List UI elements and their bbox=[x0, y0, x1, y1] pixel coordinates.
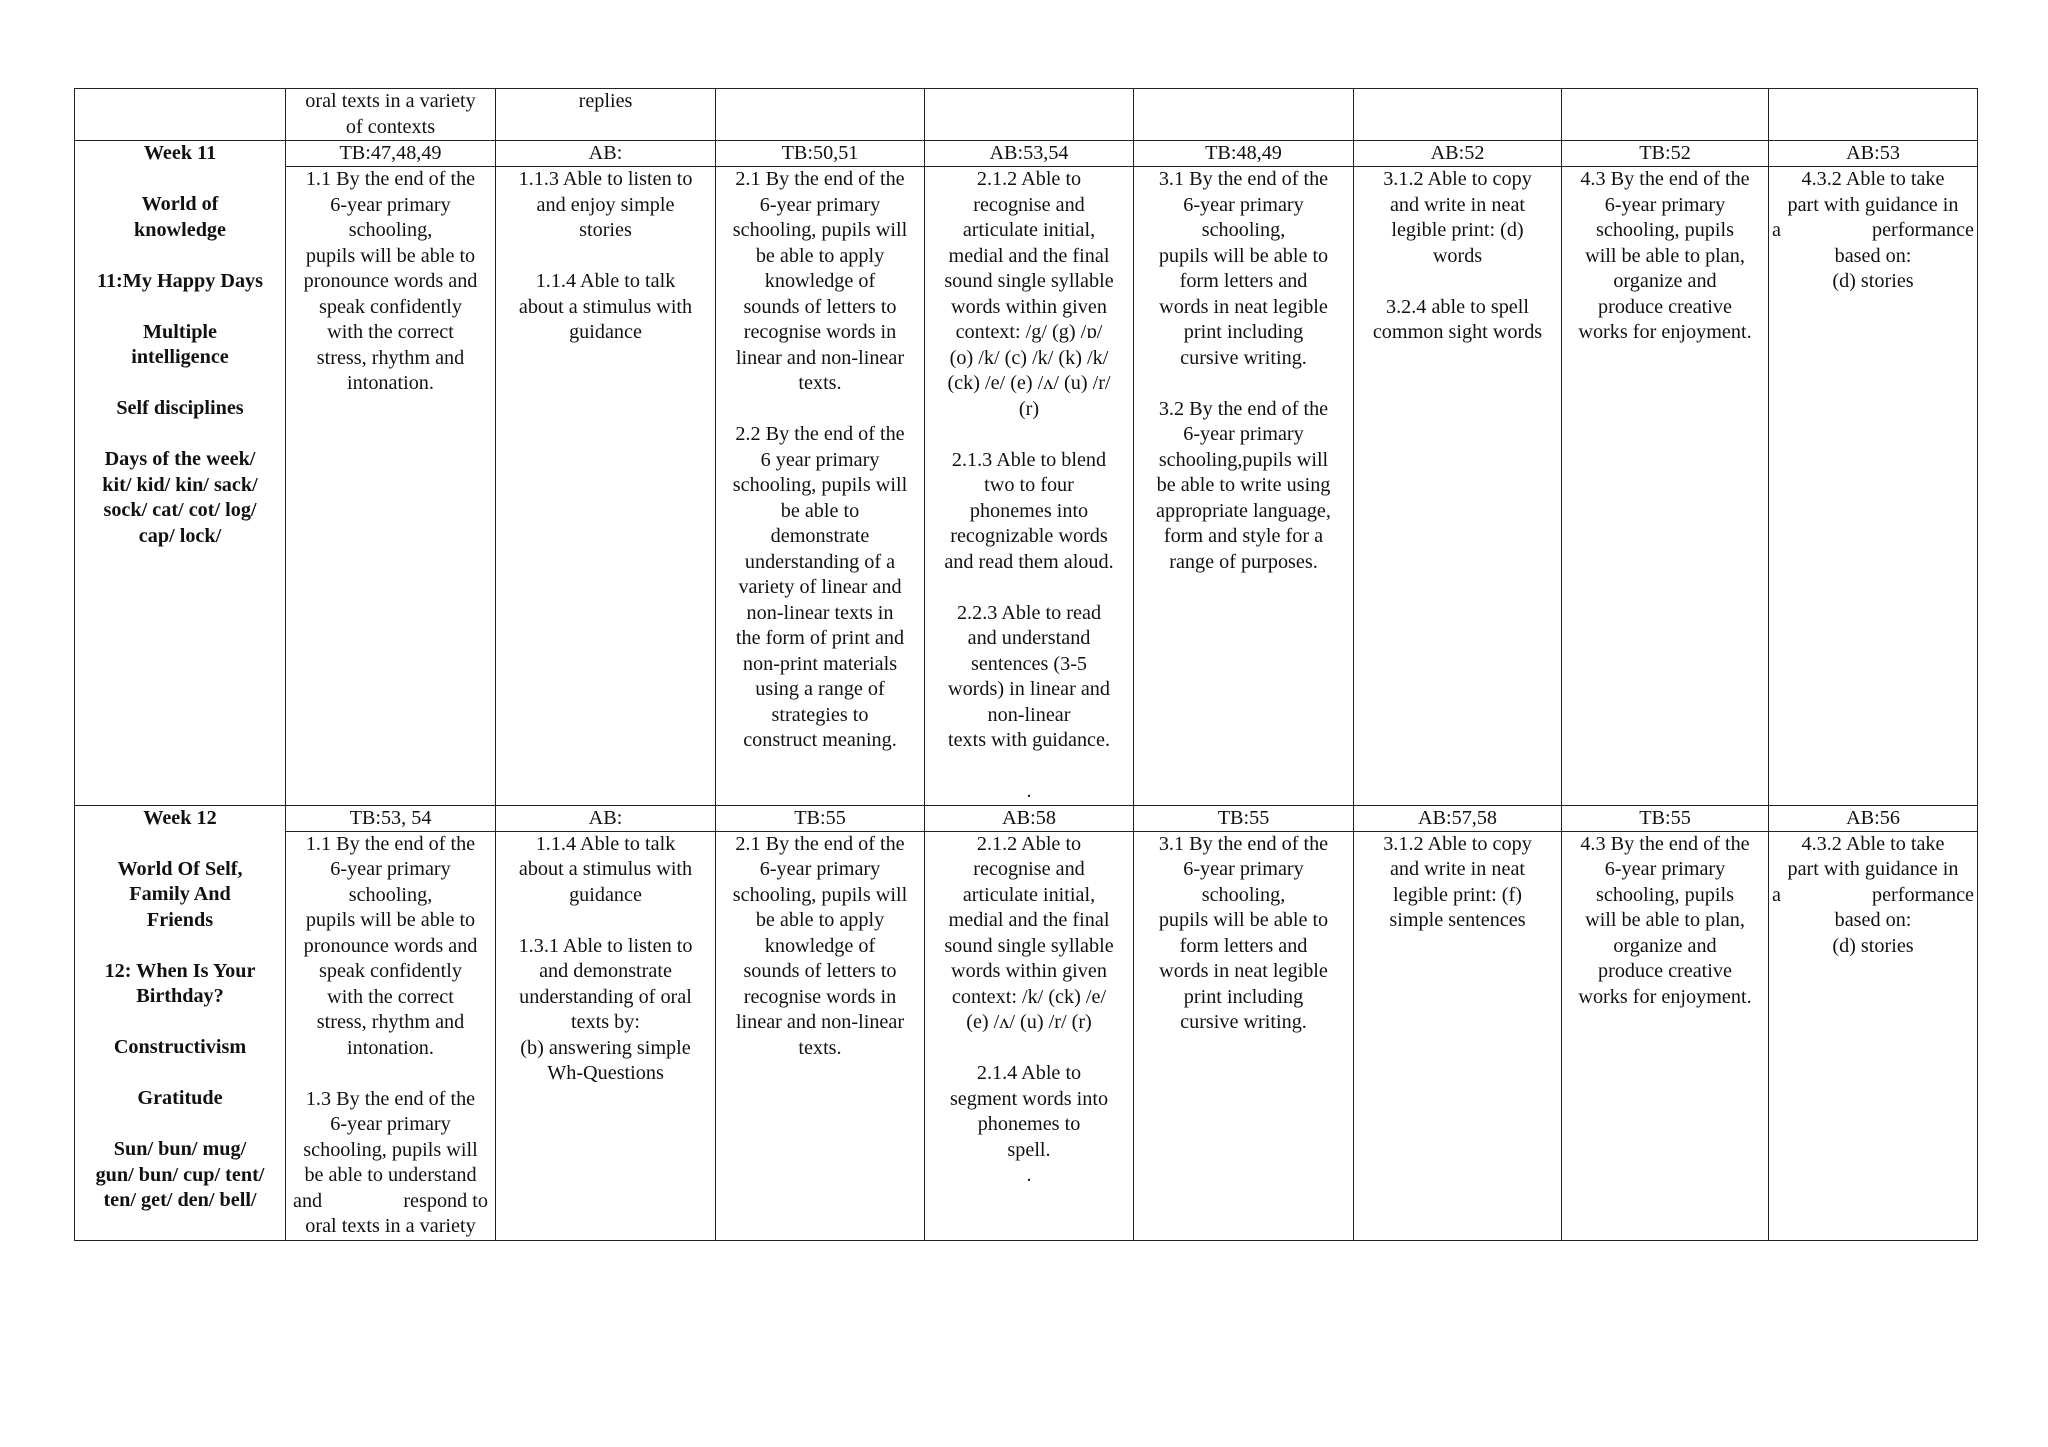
week-label: Week 12 bbox=[143, 806, 217, 829]
learning-standard-word: performance bbox=[1872, 219, 1974, 241]
language-arts-learning-standard-cell bbox=[1769, 167, 1978, 806]
learning-standard-text: 1.1.4 Able to talk about a stimulus with guidance bbox=[518, 270, 693, 343]
textbook-ref: TB:47,48,49 bbox=[286, 141, 496, 167]
learning-standard-text: 3.2.4 able to spell common sight words bbox=[1372, 295, 1543, 343]
content-standard-text: 1.3 By the end of the 6-year primary schooling, pupils will be able to understand bbox=[303, 1087, 478, 1186]
carry-over-row bbox=[75, 89, 1978, 141]
week11-content-row bbox=[75, 167, 1978, 806]
learning-standard-line: 4.3.2 Able to take bbox=[1801, 832, 1945, 855]
carry-empty-cell bbox=[716, 89, 925, 141]
learning-standard-word: a bbox=[1772, 883, 1781, 906]
scheme-of-work-page bbox=[74, 88, 1977, 1241]
moral-value: Self disciplines bbox=[116, 397, 244, 419]
language-arts-content-standard-cell bbox=[1562, 831, 1769, 1240]
learning-standard-text: 3.1.2 Able to copy and write in neat legible print: (f) simple sentences bbox=[1383, 832, 1532, 931]
learning-standard-line: part with guidance in bbox=[1787, 193, 1959, 216]
language-arts-content-standard-cell bbox=[1562, 167, 1769, 806]
textbook-ref: TB:53, 54 bbox=[286, 805, 496, 831]
week12-content-row bbox=[75, 831, 1978, 1240]
carry-empty-cell bbox=[1562, 89, 1769, 141]
learning-standard-word: performance bbox=[1872, 883, 1974, 906]
content-standard-text: 2.1 By the end of the 6-year primary schooling, pupils will be able to apply knowledge of sounds of letters to recognise words in linear and non-linear texts. bbox=[732, 168, 908, 394]
content-standard-text: 4.3 By the end of the 6-year primary schooling, pupils will be able to plan, organize and produce creative works for enjoyment. bbox=[1578, 168, 1752, 343]
activity-book-ref: AB: bbox=[496, 141, 716, 167]
reading-learning-standard-cell bbox=[925, 831, 1134, 1240]
writing-learning-standard-cell bbox=[1354, 167, 1562, 806]
textbook-ref: TB:50,51 bbox=[716, 141, 925, 167]
theme-label: World Of Self, Family And Friends bbox=[117, 857, 243, 931]
theme-label: World of knowledge bbox=[134, 193, 226, 241]
learning-standard-text: 2.1.2 Able to recognise and articulate initial, medial and the final sound single syllable words within given context: /k/ (ck) /e/ (e) /ʌ/ (u) /r/ (r) bbox=[944, 832, 1114, 1033]
listening-content-standard-cell bbox=[286, 167, 496, 806]
week11-reference-row bbox=[75, 141, 1978, 167]
unit-title: 12: When Is Your Birthday? bbox=[104, 959, 256, 1007]
carry-week-cell bbox=[75, 89, 286, 141]
writing-content-standard-cell bbox=[1134, 167, 1354, 806]
listening-learning-standard-cell bbox=[496, 831, 716, 1240]
learning-standard-text: 1.3.1 Able to listen to and demonstrate understanding of oral texts by: (b) answering simple Wh-Questions bbox=[518, 934, 693, 1084]
activity-book-ref: AB:52 bbox=[1354, 141, 1562, 167]
activity-book-ref: AB:53 bbox=[1769, 141, 1978, 167]
vocabulary-list: Sun/ bun/ mug/ gun/ bun/ cup/ tent/ ten/ get/ den/ bell/ bbox=[95, 1138, 265, 1211]
learning-standard-line: based on: bbox=[1834, 244, 1912, 267]
content-standard-text: 3.2 By the end of the 6-year primary schooling,pupils will be able to write using appropriate language, form and style for a range of purposes. bbox=[1156, 397, 1331, 573]
cross-curricular-element: Constructivism bbox=[113, 1036, 247, 1058]
carry-empty-cell bbox=[925, 89, 1134, 141]
learning-standard-text: 1.1.4 Able to talk about a stimulus with guidance bbox=[518, 832, 693, 906]
activity-book-ref: AB:58 bbox=[925, 805, 1134, 831]
content-standard-line: oral texts in a variety bbox=[305, 1215, 476, 1237]
learning-standard-text: 1.1.3 Able to listen to and enjoy simple stories bbox=[518, 168, 693, 241]
learning-standard-line: (d) stories bbox=[1832, 934, 1914, 957]
learning-standard-line: (d) stories bbox=[1832, 270, 1914, 292]
activity-book-ref: AB:57,58 bbox=[1354, 805, 1562, 831]
content-standard-text: 4.3 By the end of the 6-year primary schooling, pupils will be able to plan, organize and produce creative works for enjoyment. bbox=[1578, 832, 1752, 1008]
content-standard-text: 3.1 By the end of the 6-year primary schooling, pupils will be able to form letters and words in neat legible print including cursive writing. bbox=[1158, 832, 1329, 1033]
learning-standard-text: 2.1.3 Able to blend two to four phonemes into recognizable words and read them aloud. bbox=[944, 448, 1114, 573]
content-standard-text: 3.1 By the end of the 6-year primary schooling, pupils will be able to form letters and words in neat legible print including cursive writing. bbox=[1158, 168, 1329, 369]
week-label: Week 11 bbox=[143, 142, 217, 164]
learning-standard-text: 2.1.4 Able to segment words into phonemes to spell. . bbox=[949, 1062, 1109, 1186]
week12-topic-cell bbox=[75, 805, 286, 1240]
writing-learning-standard-cell bbox=[1354, 831, 1562, 1240]
textbook-ref: TB:55 bbox=[716, 805, 925, 831]
listening-content-standard-cell bbox=[286, 831, 496, 1240]
textbook-ref: TB:52 bbox=[1562, 141, 1769, 167]
moral-value: Gratitude bbox=[137, 1087, 223, 1109]
content-standard-text: 1.1 By the end of the 6-year primary schooling, pupils will be able to pronounce words and speak confidently with the correct stress, rhythm and intonation. bbox=[303, 168, 478, 394]
cross-curricular-element: Multiple intelligence bbox=[131, 320, 229, 368]
content-standard-text: 2.1 By the end of the 6-year primary schooling, pupils will be able to apply knowledge of sounds of letters to recognise words in linear and non-linear texts. bbox=[732, 832, 908, 1059]
listening-learning-standard-cell bbox=[496, 167, 716, 806]
vocabulary-list: Days of the week/ kit/ kid/ kin/ sack/ sock/ cat/ cot/ log/ cap/ lock/ bbox=[102, 448, 258, 547]
carry-content-standard-cell bbox=[286, 89, 496, 141]
content-standard-text: 1.1 By the end of the 6-year primary schooling, pupils will be able to pronounce words and speak confidently with the correct stress, rhythm and intonation. bbox=[303, 832, 478, 1059]
learning-standard-justified-line bbox=[1772, 883, 1974, 909]
content-standard-word: and bbox=[293, 1189, 323, 1212]
week12-reference-row bbox=[75, 805, 1978, 831]
content-standard-word: respond to bbox=[403, 1189, 488, 1212]
learning-standard-line: 4.3.2 Able to take bbox=[1801, 168, 1945, 190]
unit-title: 11:My Happy Days bbox=[96, 269, 263, 292]
scheme-of-work-table bbox=[74, 88, 1978, 1241]
carry-empty-cell bbox=[1769, 89, 1978, 141]
week11-topic-cell bbox=[75, 141, 286, 806]
trailing-dot: . bbox=[1026, 780, 1032, 802]
carry-learning-standard-cell bbox=[496, 89, 716, 141]
carry-empty-cell bbox=[1134, 89, 1354, 141]
textbook-ref: TB:55 bbox=[1134, 805, 1354, 831]
carry-empty-cell bbox=[1354, 89, 1562, 141]
learning-standard-text: 2.1.2 Able to recognise and articulate initial, medial and the final sound single syllable words within given context: /g/ (g) /ɒ/ (o) /k/ (c) /k/ (k) /k/ (ck) /e/ (e) /ʌ/ (u) /r/ (r) bbox=[944, 168, 1114, 420]
learning-standard-word: a bbox=[1772, 219, 1781, 241]
content-standard-text: 2.2 By the end of the 6 year primary schooling, pupils will be able to demonstrate understanding of a variety of linear and non-linear texts in the form of print and non-print materials using a range of strategies to construct meaning. bbox=[732, 423, 908, 751]
reading-content-standard-cell bbox=[716, 831, 925, 1240]
content-standard-justified-line bbox=[289, 1189, 492, 1215]
learning-standard-justified-line bbox=[1772, 218, 1974, 244]
learning-standard-text: 2.2.3 Able to read and understand sentences (3-5 words) in linear and non-linear texts with guidance. bbox=[947, 601, 1111, 751]
activity-book-ref: AB:53,54 bbox=[925, 141, 1134, 167]
carry-content-standard-text: oral texts in a variety of contexts bbox=[305, 90, 476, 138]
reading-learning-standard-cell bbox=[925, 167, 1134, 806]
learning-standard-line: part with guidance in bbox=[1787, 858, 1959, 880]
activity-book-ref: AB: bbox=[496, 805, 716, 831]
language-arts-learning-standard-cell bbox=[1769, 831, 1978, 1240]
learning-standard-line: based on: bbox=[1834, 909, 1912, 931]
textbook-ref: TB:55 bbox=[1562, 805, 1769, 831]
carry-learning-standard-text: replies bbox=[578, 90, 633, 112]
reading-content-standard-cell bbox=[716, 167, 925, 806]
activity-book-ref: AB:56 bbox=[1769, 805, 1978, 831]
learning-standard-text: 3.1.2 Able to copy and write in neat legible print: (d) words bbox=[1383, 168, 1532, 267]
textbook-ref: TB:48,49 bbox=[1134, 141, 1354, 167]
writing-content-standard-cell bbox=[1134, 831, 1354, 1240]
